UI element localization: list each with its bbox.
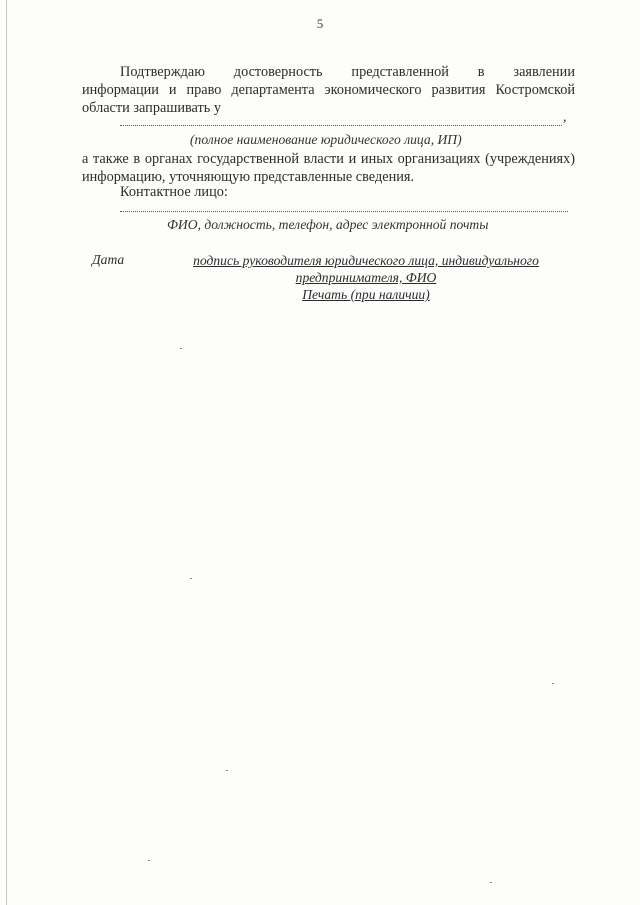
confirmation-first-line: Подтверждаю достоверность представленной в заявлении <box>120 64 575 80</box>
entity-name-caption: (полное наименование юридического лица, ИП) <box>190 132 462 147</box>
scan-speck <box>190 578 192 579</box>
contact-caption: ФИО, должность, телефон, адрес электронной почты <box>167 217 489 232</box>
contact-blank-line <box>120 211 568 212</box>
scan-speck <box>226 770 228 771</box>
signature-line-1: подпись руководителя юридического лица, индивидуального <box>193 253 539 268</box>
entity-name-blank-line <box>120 125 562 126</box>
contact-person-label: Контактное лицо: <box>120 184 228 200</box>
page-number: 5 <box>316 16 324 31</box>
signature-line-3: Печать (при наличии) <box>302 287 430 302</box>
confirmation-paragraph <box>82 63 575 117</box>
signature-block <box>160 252 572 303</box>
scan-speck <box>552 683 554 684</box>
scan-edge-line <box>6 0 7 905</box>
authorities-paragraph: а также в органах государственной власти и иных организациях (учреждениях) информацию, уточняющую представленные сведения. <box>82 151 575 185</box>
blank-line-comma: , <box>563 110 567 125</box>
signature-line-2: предпринимателя, ФИО <box>295 270 437 285</box>
scan-speck <box>148 860 150 861</box>
scan-speck <box>180 348 182 349</box>
date-label: Дата <box>92 252 125 267</box>
confirmation-rest: информации и право департамента экономического развития Костромской области запрашивать у <box>82 82 575 116</box>
scan-speck <box>490 882 492 883</box>
